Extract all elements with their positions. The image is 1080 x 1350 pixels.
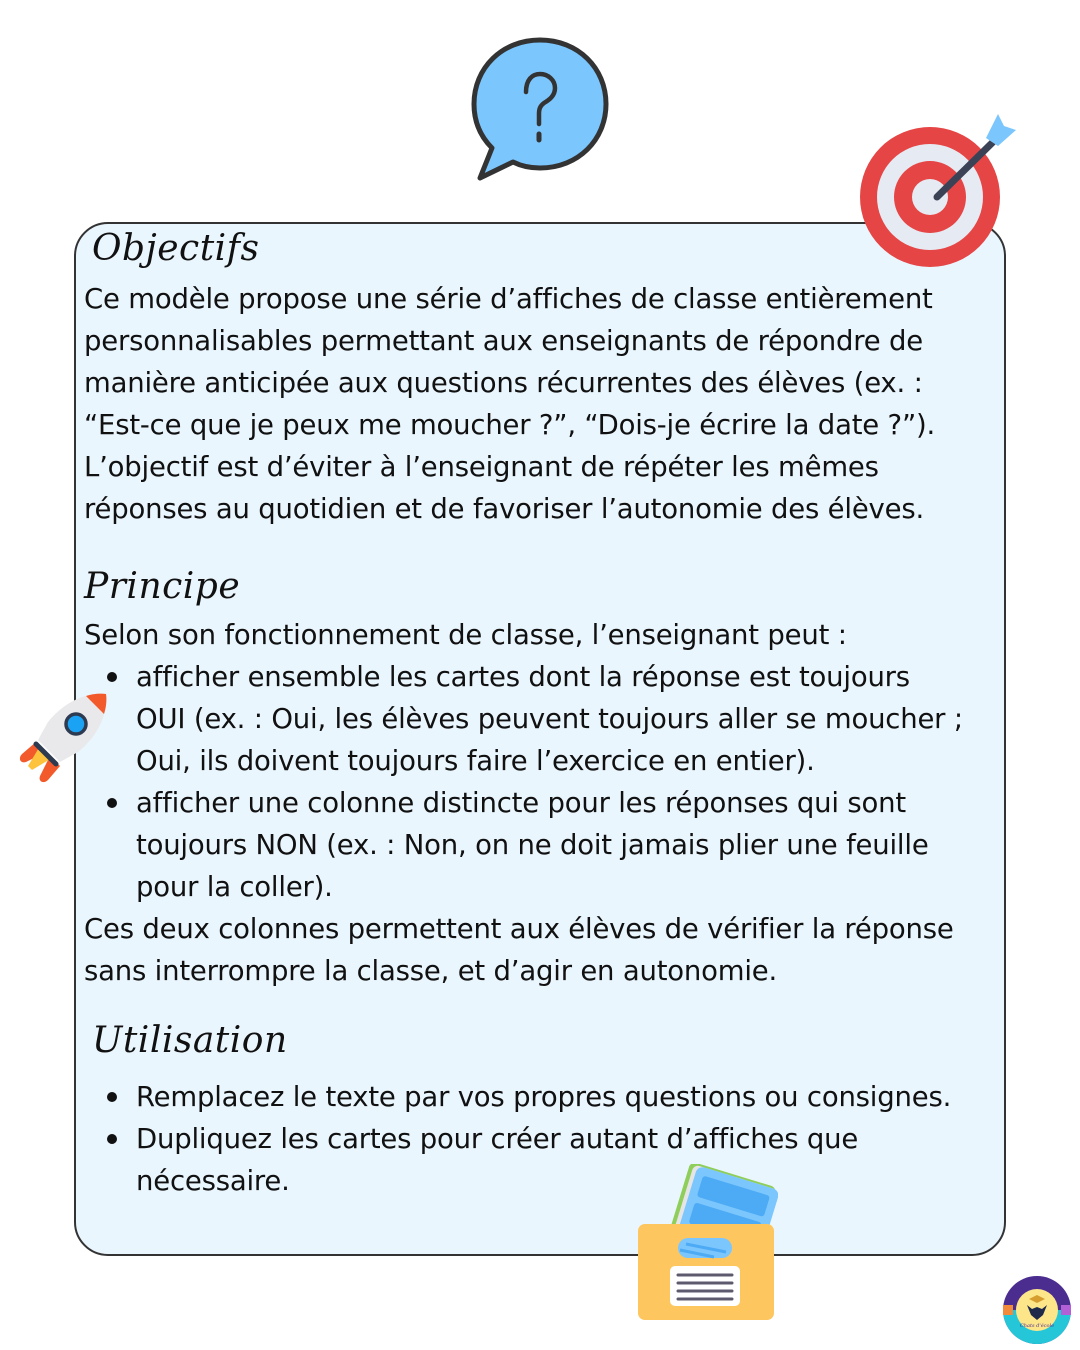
text-line: réponses au quotidien et de favoriser l’autonomie des élèves. <box>84 493 925 525</box>
text-line: L’objectif est d’éviter à l’enseignant de répéter les mêmes <box>84 451 879 483</box>
objectifs-paragraph <box>84 278 935 530</box>
list-item: afficher ensemble les cartes dont la réponse est toujours OUI (ex. : Oui, les élèves peuvent toujours aller se moucher ; Oui, ils doivent toujours faire l’exercice en entier). <box>84 656 963 782</box>
file-box-icon <box>636 1164 778 1322</box>
list-item: Dupliquez les cartes pour créer autant d’affiches que nécessaire. <box>84 1118 951 1202</box>
canvassador-badge-icon <box>1002 1275 1072 1345</box>
text-line: sans interrompre la classe, et d’agir en autonomie. <box>84 955 778 987</box>
target-arrow-icon <box>858 110 1018 270</box>
utilisation-bullet-list <box>84 1076 951 1202</box>
principe-outro <box>84 908 954 992</box>
list-item: afficher une colonne distincte pour les réponses qui sont toujours NON (ex. : Non, on ne doit jamais plier une feuille pour la coller). <box>84 782 963 908</box>
principe-intro: Selon son fonctionnement de classe, l’enseignant peut : <box>84 619 847 651</box>
rocket-icon <box>14 690 114 786</box>
text-line: manière anticipée aux questions récurrentes des élèves (ex. : <box>84 367 923 399</box>
question-speech-bubble-icon <box>468 36 612 182</box>
section-title-objectifs: Objectifs <box>92 228 260 269</box>
text-line: “Est-ce que je peux me moucher ?”, “Dois-je écrire la date ?”). <box>84 409 936 441</box>
text-line: Ces deux colonnes permettent aux élèves de vérifier la réponse <box>84 913 954 945</box>
svg-text:Chats d'école: Chats d'école <box>1019 1323 1055 1329</box>
text-line: personnalisables permettant aux enseignants de répondre de <box>84 325 923 357</box>
section-title-principe: Principe <box>84 566 241 607</box>
text-line: Ce modèle propose une série d’affiches de classe entièrement <box>84 283 933 315</box>
section-title-utilisation: Utilisation <box>92 1020 288 1061</box>
list-item: Remplacez le texte par vos propres questions ou consignes. <box>84 1076 951 1118</box>
principe-bullet-list <box>84 656 963 908</box>
